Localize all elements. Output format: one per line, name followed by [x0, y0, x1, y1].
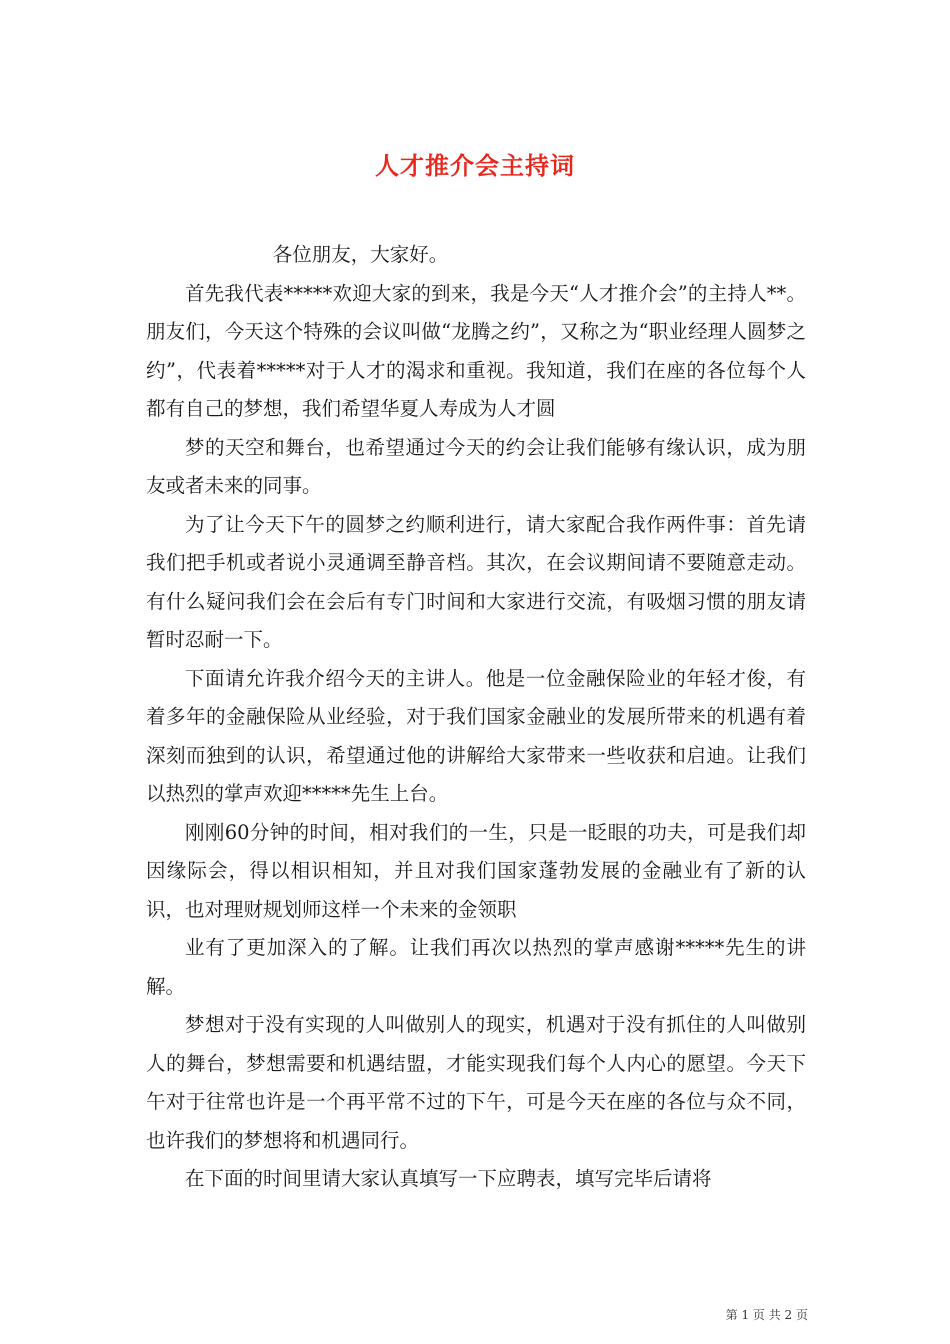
paragraph-dreams: 梦想对于没有实现的人叫做别人的现实，机遇对于没有抓住的人叫做别人的舞台，梦想需要和机遇结盟，才能实现我们每个人内心的愿望。今天下午对于往常也许是一个再平常不过的下午，可是今天在座的各位与众不同，也许我们的梦想将和机遇同行。 — [146, 1013, 806, 1152]
page-number: 第 1 页 共 2 页 — [725, 1308, 808, 1322]
paragraph-application: 在下面的时间里请大家认真填写一下应聘表，填写完毕后请将 — [185, 1167, 712, 1190]
paragraph-applause: 业有了更加深入的了解。让我们再次以热烈的掌声感谢*****先生的讲解。 — [146, 936, 806, 998]
document-title: 人才推介会主持词 — [375, 151, 575, 181]
document-body — [146, 236, 806, 1199]
paragraph-welcome: 首先我代表*****欢迎大家的到来，我是今天“人才推介会”的主持人**。朋友们，今天这个特殊的会议叫做“龙腾之约”，又称之为“职业经理人圆梦之约”，代表着*****对于人才的渴求和重视。我知道，我们在座的各位每个人都有自己的梦想，我们希望华夏人寿成为人才圆 — [146, 281, 806, 420]
paragraph-thanks: 刚刚60分钟的时间，相对我们的一生，只是一眨眼的功夫，可是我们却因缘际会，得以相识相知，并且对我们国家蓬勃发展的金融业有了新的认识，也对理财规划师这样一个未来的金领职 — [146, 820, 806, 921]
paragraph-speaker-intro: 下面请允许我介绍今天的主讲人。他是一位金融保险业的年轻才俊，有着多年的金融保险从业经验，对于我们国家金融业的发展所带来的机遇有着深刻而独到的认识，希望通过他的讲解给大家带来一些收获和启迪。让我们以热烈的掌声欢迎*****先生上台。 — [146, 666, 806, 805]
paragraph-greeting: 各位朋友，大家好。 — [272, 243, 449, 266]
paragraph-stage: 梦的天空和舞台，也希望通过今天的约会让我们能够有缘认识，成为朋友或者未来的同事。 — [146, 435, 806, 497]
paragraph-rules: 为了让今天下午的圆梦之约顺利进行，请大家配合我作两件事：首先请我们把手机或者说小灵通调至静音档。其次，在会议期间请不要随意走动。有什么疑问我们会在会后有专门时间和大家进行交流，有吸烟习惯的朋友请暂时忍耐一下。 — [146, 512, 806, 651]
